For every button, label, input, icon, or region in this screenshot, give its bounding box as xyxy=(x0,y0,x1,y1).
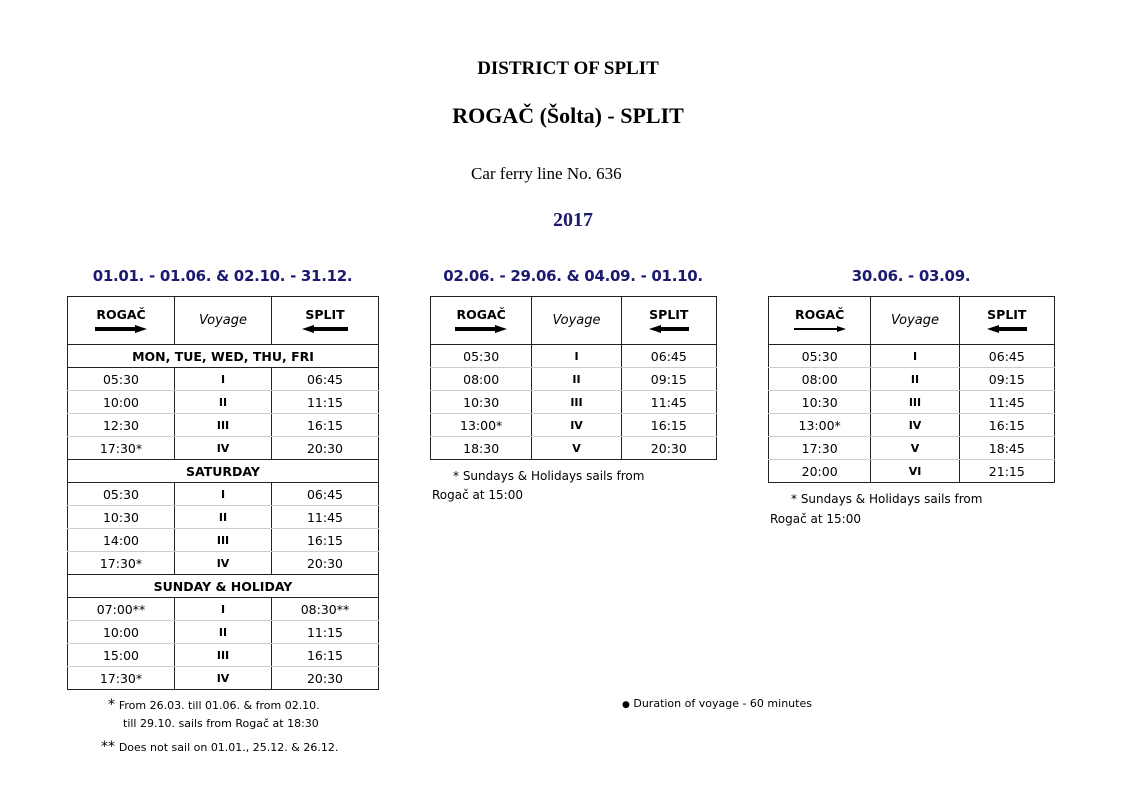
footnote-dstar-text: Does not sail on 01.01., 25.12. & 26.12. xyxy=(118,741,339,754)
arrival-time: 16:15 xyxy=(621,414,716,437)
table3-period: 30.06. - 03.09. xyxy=(851,267,971,285)
table-row xyxy=(769,414,1055,437)
departure-time: 05:30 xyxy=(68,368,175,391)
voyage-number: III xyxy=(175,644,272,667)
table-row xyxy=(68,552,379,575)
voyage-number: II xyxy=(871,368,959,391)
arrival-time: 20:30 xyxy=(272,552,379,575)
to-label: SPLIT xyxy=(987,307,1027,322)
arrival-time: 16:15 xyxy=(959,414,1054,437)
arrival-time: 16:15 xyxy=(272,644,379,667)
table-row xyxy=(68,437,379,460)
table-row xyxy=(68,483,379,506)
col-to xyxy=(621,297,716,345)
voyage-number: I xyxy=(175,368,272,391)
table3-note-line1: * Sundays & Holidays sails from xyxy=(791,492,983,506)
departure-time: 17:30 xyxy=(769,437,871,460)
departure-time: 17:30* xyxy=(68,667,175,690)
departure-time: 10:30 xyxy=(68,506,175,529)
arrival-time: 08:30** xyxy=(272,598,379,621)
section-row xyxy=(68,345,379,368)
arrival-time: 20:30 xyxy=(621,437,716,460)
table-row xyxy=(769,437,1055,460)
footnote-double-star xyxy=(101,739,338,755)
col-voyage xyxy=(532,297,621,345)
voyage-number: IV xyxy=(532,414,621,437)
departure-time: 17:30* xyxy=(68,552,175,575)
timetable-2 xyxy=(430,296,717,460)
arrow-right-icon xyxy=(455,325,507,333)
departure-time: 08:00 xyxy=(431,368,532,391)
voyage-number: VI xyxy=(871,460,959,483)
arrival-time: 06:45 xyxy=(272,368,379,391)
district-title: DISTRICT OF SPLIT xyxy=(477,58,659,79)
voyage-number: II xyxy=(175,621,272,644)
timetable-3 xyxy=(768,296,1055,483)
arrival-time: 09:15 xyxy=(959,368,1054,391)
voyage-number: I xyxy=(532,345,621,368)
duration-note xyxy=(622,697,812,710)
table-row xyxy=(769,391,1055,414)
departure-time: 15:00 xyxy=(68,644,175,667)
departure-time: 10:30 xyxy=(769,391,871,414)
voyage-number: III xyxy=(532,391,621,414)
voyage-number: IV xyxy=(175,437,272,460)
arrival-time: 20:30 xyxy=(272,437,379,460)
arrival-time: 11:45 xyxy=(621,391,716,414)
arrow-left-icon xyxy=(649,325,689,333)
to-label: SPLIT xyxy=(649,307,689,322)
col-from xyxy=(769,297,871,345)
arrival-time: 18:45 xyxy=(959,437,1054,460)
section-title: MON, TUE, WED, THU, FRI xyxy=(68,345,379,368)
arrival-time: 11:15 xyxy=(272,621,379,644)
table2-note-line2: Rogač at 15:00 xyxy=(432,488,523,502)
route-title: ROGAČ (Šolta) - SPLIT xyxy=(452,103,684,128)
footnote-star-line2: till 29.10. sails from Rogač at 18:30 xyxy=(123,717,319,730)
voyage-number: IV xyxy=(175,552,272,575)
footnote-dstar-mark: ** xyxy=(101,739,115,755)
col-voyage xyxy=(175,297,272,345)
voyage-number: II xyxy=(175,506,272,529)
bullet-icon: ● xyxy=(622,700,630,710)
table-row xyxy=(431,414,717,437)
from-label: ROGAČ xyxy=(794,307,845,322)
voyage-number: IV xyxy=(175,667,272,690)
departure-time: 13:00* xyxy=(431,414,532,437)
table-row xyxy=(431,391,717,414)
voyage-number: II xyxy=(175,391,272,414)
departure-time: 14:00 xyxy=(68,529,175,552)
arrival-time: 06:45 xyxy=(959,345,1054,368)
line-number: Car ferry line No. 636 xyxy=(471,164,622,183)
from-label: ROGAČ xyxy=(96,307,146,322)
year-title: 2017 xyxy=(553,209,593,231)
duration-text: Duration of voyage - 60 minutes xyxy=(633,697,812,710)
departure-time: 18:30 xyxy=(431,437,532,460)
footnote-star-mark: * xyxy=(108,697,115,713)
voyage-number: IV xyxy=(871,414,959,437)
table-row xyxy=(769,368,1055,391)
arrow-left-icon xyxy=(987,325,1027,333)
section-row xyxy=(68,460,379,483)
table-row xyxy=(769,345,1055,368)
footnote-star xyxy=(108,697,320,713)
table-row xyxy=(68,506,379,529)
table-row xyxy=(431,368,717,391)
departure-time: 10:30 xyxy=(431,391,532,414)
departure-time: 13:00* xyxy=(769,414,871,437)
section-title: SATURDAY xyxy=(68,460,379,483)
arrival-time: 11:15 xyxy=(272,391,379,414)
table1-period: 01.01. - 01.06. & 02.10. - 31.12. xyxy=(92,267,353,285)
departure-time: 05:30 xyxy=(68,483,175,506)
voyage-number: I xyxy=(871,345,959,368)
arrival-time: 06:45 xyxy=(621,345,716,368)
table2-period: 02.06. - 29.06. & 04.09. - 01.10. xyxy=(443,267,703,285)
table-row xyxy=(769,460,1055,483)
table-row xyxy=(68,644,379,667)
table-row xyxy=(68,621,379,644)
table-row xyxy=(68,414,379,437)
table-row xyxy=(68,391,379,414)
col-voyage xyxy=(871,297,959,345)
departure-time: 08:00 xyxy=(769,368,871,391)
to-label: SPLIT xyxy=(305,307,345,322)
departure-time: 20:00 xyxy=(769,460,871,483)
voyage-label: Voyage xyxy=(890,313,939,328)
departure-time: 10:00 xyxy=(68,391,175,414)
col-from xyxy=(68,297,175,345)
arrow-left-icon xyxy=(302,325,348,333)
timetable-1 xyxy=(67,296,379,690)
arrival-time: 21:15 xyxy=(959,460,1054,483)
departure-time: 17:30* xyxy=(68,437,175,460)
section-title: SUNDAY & HOLIDAY xyxy=(68,575,379,598)
voyage-number: I xyxy=(175,483,272,506)
arrival-time: 11:45 xyxy=(272,506,379,529)
arrival-time: 16:15 xyxy=(272,414,379,437)
table3-note-line2: Rogač at 15:00 xyxy=(770,512,861,526)
arrow-right-icon xyxy=(794,325,846,333)
departure-time: 12:30 xyxy=(68,414,175,437)
voyage-number: III xyxy=(871,391,959,414)
arrival-time: 09:15 xyxy=(621,368,716,391)
arrival-time: 06:45 xyxy=(272,483,379,506)
voyage-label: Voyage xyxy=(552,313,601,328)
arrival-time: 16:15 xyxy=(272,529,379,552)
section-row xyxy=(68,575,379,598)
voyage-number: V xyxy=(871,437,959,460)
voyage-number: III xyxy=(175,414,272,437)
departure-time: 05:30 xyxy=(431,345,532,368)
departure-time: 10:00 xyxy=(68,621,175,644)
arrow-right-icon xyxy=(95,325,147,333)
footnote-star-line1: From 26.03. till 01.06. & from 02.10. xyxy=(118,699,320,712)
col-to xyxy=(272,297,379,345)
table-row xyxy=(68,598,379,621)
departure-time: 05:30 xyxy=(769,345,871,368)
arrival-time: 20:30 xyxy=(272,667,379,690)
from-label: ROGAČ xyxy=(456,307,506,322)
col-from xyxy=(431,297,532,345)
table2-note-line1: * Sundays & Holidays sails from xyxy=(453,469,645,483)
table-row xyxy=(68,529,379,552)
table-row xyxy=(68,667,379,690)
voyage-number: II xyxy=(532,368,621,391)
voyage-number: I xyxy=(175,598,272,621)
voyage-number: III xyxy=(175,529,272,552)
table-row xyxy=(68,368,379,391)
arrival-time: 11:45 xyxy=(959,391,1054,414)
table-row xyxy=(431,437,717,460)
voyage-label: Voyage xyxy=(199,313,247,328)
departure-time: 07:00** xyxy=(68,598,175,621)
table-row xyxy=(431,345,717,368)
col-to xyxy=(959,297,1054,345)
voyage-number: V xyxy=(532,437,621,460)
